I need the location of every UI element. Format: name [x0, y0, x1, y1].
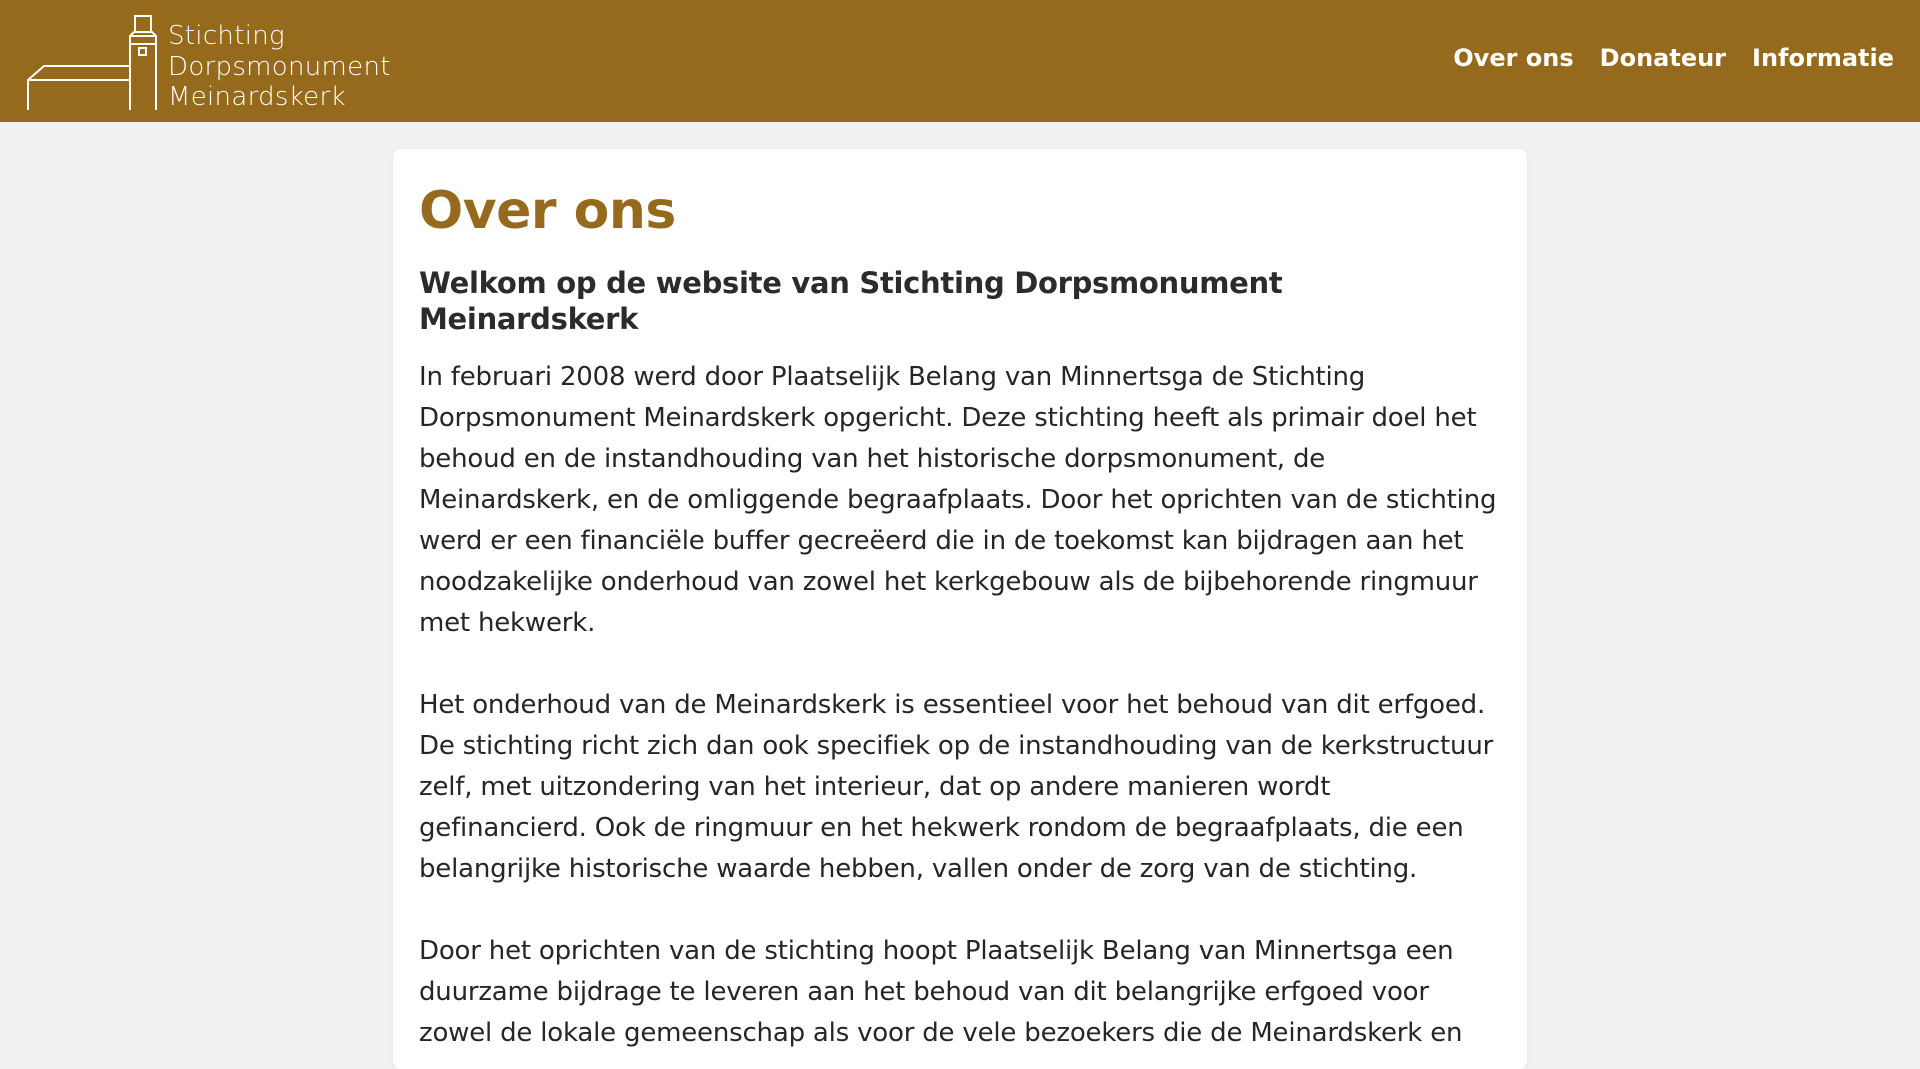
- site-logo[interactable]: [26, 14, 406, 110]
- church-logo-icon: [26, 14, 166, 110]
- logo-line-3: Meinardskerk: [168, 82, 346, 112]
- paragraph-2: Het onderhoud van de Meinardskerk is essentieel voor het behoud van dit erfgoed. De stichting richt zich dan ook specifiek op de instandhouding van de kerkstructuur zelf, met uitzondering van het interieur, dat op andere manieren wordt gefinancierd. Ook de ringmuur en het hekwerk rondom de begraafplaats, die een belangrijke historische waarde hebben, vallen onder de zorg van de stichting.: [419, 690, 1494, 884]
- logo-line-2: Dorpsmonument: [168, 51, 391, 82]
- main-nav: [1453, 44, 1894, 72]
- nav-over-ons[interactable]: Over ons: [1453, 44, 1574, 72]
- paragraph-3: Door het oprichten van de stichting hoopt Plaatselijk Belang van Minnertsga een duurzame bijdrage te leveren aan het behoud van dit belangrijke erfgoed voor zowel de lokale gemeenschap als voor de vele bezoekers die de Meinardskerk en: [419, 936, 1463, 1048]
- site-header: [0, 0, 1920, 122]
- nav-donateur[interactable]: Donateur: [1599, 44, 1727, 72]
- logo-line-1: Stichting: [168, 21, 285, 51]
- content-card: [393, 149, 1527, 1069]
- page-title: Over ons: [419, 181, 676, 241]
- logo-text: [168, 21, 391, 113]
- page-subtitle: Welkom op de website van Stichting Dorpsmonument Meinardskerk: [419, 266, 1283, 336]
- nav-informatie[interactable]: Informatie: [1752, 44, 1894, 72]
- paragraph-1: In februari 2008 werd door Plaatselijk Belang van Minnertsga de Stichting Dorpsmonument Meinardskerk opgericht. Deze stichting heeft als primair doel het behoud en de instandhouding van het historische dorpsmonument, de Meinardskerk, en de omliggende begraafplaats. Door het oprichten van de stichting werd er een financiële buffer gecreëerd die in de toekomst kan bijdragen aan het noodzakelijke onderhoud van zowel het kerkgebouw als de bijbehorende ringmuur met hekwerk.: [419, 362, 1497, 638]
